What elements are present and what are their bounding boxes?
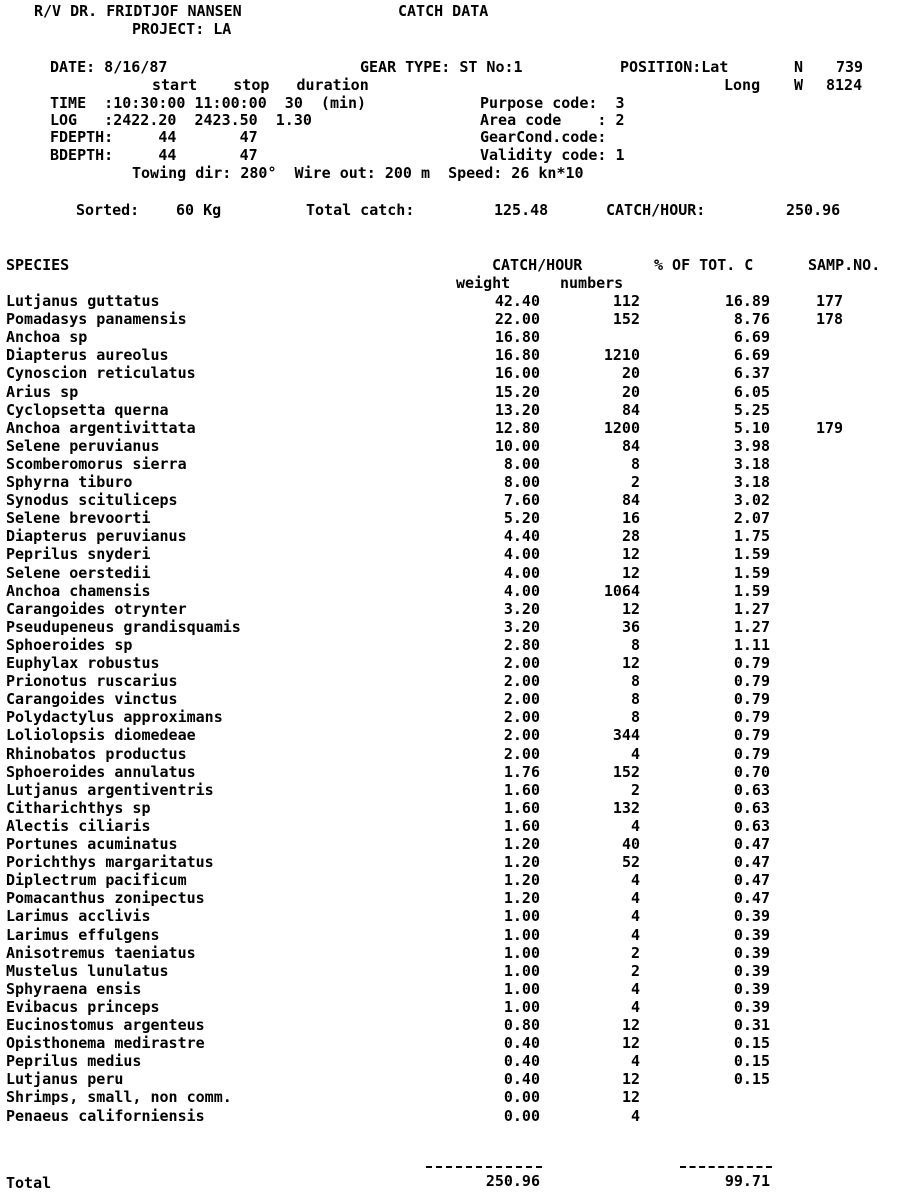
- percent-of-total: 0.39: [733, 998, 770, 1016]
- catch-weight: 1.00: [503, 962, 540, 980]
- report-title: CATCH DATA: [398, 2, 489, 20]
- weight-column-header: weight: [456, 274, 511, 292]
- catch-weight: 1.20: [503, 889, 540, 907]
- catch-numbers: 12: [621, 1088, 640, 1106]
- catch-hour-column-header: CATCH/HOUR: [492, 256, 583, 274]
- percent-of-total: 0.39: [733, 980, 770, 998]
- species-name: Carangoides otrynter: [6, 600, 187, 618]
- catch-numbers: 152: [612, 310, 640, 328]
- percent-of-total: 0.79: [733, 726, 770, 744]
- species-name: Portunes acuminatus: [6, 835, 178, 853]
- catch-weight: 2.00: [503, 672, 540, 690]
- catch-numbers: 152: [612, 763, 640, 781]
- gear-type: GEAR TYPE: ST No:1: [360, 58, 523, 76]
- position-lat-label: POSITION:Lat: [620, 58, 729, 76]
- species-name: Penaeus californiensis: [6, 1107, 205, 1125]
- catch-weight: 22.00: [494, 310, 540, 328]
- catch-weight: 0.40: [503, 1070, 540, 1088]
- species-name: Anchoa argentivittata: [6, 419, 196, 437]
- percent-of-total: 1.59: [733, 582, 770, 600]
- catch-weight: 1.00: [503, 926, 540, 944]
- sorted-value: 60 Kg: [176, 201, 222, 219]
- percent-of-total: 0.39: [733, 926, 770, 944]
- species-name: Arius sp: [6, 383, 79, 401]
- catch-weight: 13.20: [494, 401, 540, 419]
- catch-weight: 3.20: [503, 618, 540, 636]
- catch-numbers: 4: [630, 889, 640, 907]
- percent-of-total: 0.39: [733, 907, 770, 925]
- catch-numbers: 4: [630, 998, 640, 1016]
- catch-numbers: 12: [621, 1070, 640, 1088]
- total-weight: 250.96: [485, 1172, 540, 1190]
- catch-weight: 1.00: [503, 944, 540, 962]
- catch-weight: 1.60: [503, 781, 540, 799]
- percent-of-total: 0.31: [733, 1016, 770, 1034]
- species-name: Anchoa chamensis: [6, 582, 151, 600]
- catch-weight: 5.20: [503, 509, 540, 527]
- species-column-header: SPECIES: [6, 256, 70, 274]
- species-name: Eucinostomus argenteus: [6, 1016, 205, 1034]
- project-label: PROJECT: LA: [132, 20, 232, 38]
- species-name: Larimus effulgens: [6, 926, 160, 944]
- catch-weight: 2.00: [503, 745, 540, 763]
- catch-numbers: 1200: [603, 419, 640, 437]
- catch-weight: 1.76: [503, 763, 540, 781]
- percent-of-total: 6.05: [733, 383, 770, 401]
- total-catch-value: 125.48: [494, 201, 549, 219]
- towing-line: Towing dir: 280° Wire out: 200 m Speed: 26 kn*10: [132, 164, 584, 182]
- time-column-heads: start stop duration: [152, 76, 369, 94]
- percent-of-total: 1.59: [733, 545, 770, 563]
- species-name: Lutjanus guttatus: [6, 292, 160, 310]
- percent-of-total: 1.27: [733, 618, 770, 636]
- catch-weight: 1.60: [503, 799, 540, 817]
- catch-numbers: 36: [621, 618, 640, 636]
- species-name: Diapterus peruvianus: [6, 527, 187, 545]
- species-name: Sphoeroides sp: [6, 636, 133, 654]
- catch-numbers: 4: [630, 926, 640, 944]
- catch-weight: 15.20: [494, 383, 540, 401]
- station-date: DATE: 8/16/87: [50, 58, 168, 76]
- catch-numbers: 20: [621, 364, 640, 382]
- catch-weight: 4.40: [503, 527, 540, 545]
- long-label: Long: [724, 76, 761, 94]
- percent-of-total: 0.63: [733, 799, 770, 817]
- percent-of-total: 1.59: [733, 564, 770, 582]
- lat-value: 739: [836, 58, 864, 76]
- catch-numbers: 344: [612, 726, 640, 744]
- percent-of-total: 0.47: [733, 835, 770, 853]
- species-name: Selene oerstedii: [6, 564, 151, 582]
- species-name: Citharichthys sp: [6, 799, 151, 817]
- catch-numbers: 2: [630, 962, 640, 980]
- species-name: Opisthonema medirastre: [6, 1034, 205, 1052]
- catch-numbers: 2: [630, 944, 640, 962]
- catch-numbers: 12: [621, 1016, 640, 1034]
- percent-of-total: 0.79: [733, 672, 770, 690]
- catch-numbers: 84: [621, 491, 640, 509]
- percent-of-total: 0.15: [733, 1070, 770, 1088]
- validity-code: Validity code: 1: [480, 146, 625, 164]
- catch-weight: 7.60: [503, 491, 540, 509]
- percent-of-total: 0.15: [733, 1052, 770, 1070]
- percent-of-total: 8.76: [733, 310, 770, 328]
- species-name: Carangoides vinctus: [6, 690, 178, 708]
- species-name: Anchoa sp: [6, 328, 88, 346]
- weight-total-rule: [426, 1166, 542, 1168]
- species-name: Pomacanthus zonipectus: [6, 889, 205, 907]
- area-code: Area code : 2: [480, 111, 625, 129]
- catch-weight: 4.00: [503, 582, 540, 600]
- catch-numbers: 20: [621, 383, 640, 401]
- percent-of-total: 0.39: [733, 944, 770, 962]
- catch-weight: 1.00: [503, 980, 540, 998]
- species-name: Lutjanus peru: [6, 1070, 124, 1088]
- gearcond-code: GearCond.code:: [480, 128, 607, 146]
- catch-numbers: 132: [612, 799, 640, 817]
- catch-numbers: 2: [630, 781, 640, 799]
- percent-column-header: % OF TOT. C: [654, 256, 754, 274]
- total-percent: 99.71: [724, 1172, 770, 1190]
- species-name: Anisotremus taeniatus: [6, 944, 196, 962]
- percent-of-total: 5.10: [733, 419, 770, 437]
- species-name: Rhinobatos productus: [6, 745, 187, 763]
- vessel-name: R/V DR. FRIDTJOF NANSEN: [34, 2, 242, 20]
- catch-weight: 2.80: [503, 636, 540, 654]
- long-hemisphere: W: [794, 76, 804, 94]
- species-name: Larimus acclivis: [6, 907, 151, 925]
- catch-weight: 12.80: [494, 419, 540, 437]
- species-name: Evibacus princeps: [6, 998, 160, 1016]
- catch-numbers: 4: [630, 745, 640, 763]
- species-name: Pomadasys panamensis: [6, 310, 187, 328]
- percent-of-total: 3.18: [733, 473, 770, 491]
- catch-numbers: 2: [630, 473, 640, 491]
- percent-of-total: 0.79: [733, 690, 770, 708]
- sample-number: 179: [816, 419, 844, 437]
- percent-of-total: 0.39: [733, 962, 770, 980]
- catch-weight: 1.60: [503, 817, 540, 835]
- percent-of-total: 0.70: [733, 763, 770, 781]
- time-row: TIME :10:30:00 11:00:00 30 (min): [50, 94, 367, 112]
- species-name: Lutjanus argentiventris: [6, 781, 214, 799]
- catch-weight: 0.00: [503, 1088, 540, 1106]
- catch-numbers: 28: [621, 527, 640, 545]
- total-catch-label: Total catch:: [306, 201, 415, 219]
- species-name: Diplectrum pacificum: [6, 871, 187, 889]
- catch-weight: 1.20: [503, 853, 540, 871]
- percent-of-total: 3.18: [733, 455, 770, 473]
- catch-numbers: 8: [630, 636, 640, 654]
- percent-of-total: 1.27: [733, 600, 770, 618]
- purpose-code: Purpose code: 3: [480, 94, 625, 112]
- catch-weight: 0.40: [503, 1052, 540, 1070]
- catch-numbers: 1064: [603, 582, 640, 600]
- catch-numbers: 16: [621, 509, 640, 527]
- species-name: Sphoeroides annulatus: [6, 763, 196, 781]
- long-value: 8124: [826, 76, 863, 94]
- species-name: Shrimps, small, non comm.: [6, 1088, 232, 1106]
- species-name: Cynoscion reticulatus: [6, 364, 196, 382]
- catch-weight: 1.20: [503, 871, 540, 889]
- catch-weight: 0.00: [503, 1107, 540, 1125]
- percent-of-total: 0.63: [733, 781, 770, 799]
- species-name: Prionotus ruscarius: [6, 672, 178, 690]
- percent-of-total: 16.89: [724, 292, 770, 310]
- catch-numbers: 8: [630, 672, 640, 690]
- catch-numbers: 12: [621, 564, 640, 582]
- catch-numbers: 8: [630, 455, 640, 473]
- catch-weight: 0.80: [503, 1016, 540, 1034]
- species-name: Cyclopsetta querna: [6, 401, 169, 419]
- percent-of-total: 6.69: [733, 346, 770, 364]
- catch-weight: 16.80: [494, 328, 540, 346]
- percent-of-total: 3.98: [733, 437, 770, 455]
- percent-of-total: 0.47: [733, 871, 770, 889]
- catch-numbers: 112: [612, 292, 640, 310]
- percent-of-total: 0.63: [733, 817, 770, 835]
- log-row: LOG :2422.20 2423.50 1.30: [50, 111, 312, 129]
- bdepth-row: BDEPTH: 44 47: [50, 146, 258, 164]
- sample-number: 177: [816, 292, 844, 310]
- species-name: Polydactylus approximans: [6, 708, 223, 726]
- species-name: Synodus scituliceps: [6, 491, 178, 509]
- percent-of-total: 0.47: [733, 889, 770, 907]
- catch-weight: 3.20: [503, 600, 540, 618]
- catch-weight: 4.00: [503, 564, 540, 582]
- percent-total-rule: [680, 1166, 772, 1168]
- catch-weight: 1.00: [503, 998, 540, 1016]
- percent-of-total: 5.25: [733, 401, 770, 419]
- lat-hemisphere: N: [794, 58, 804, 76]
- catch-weight: 4.00: [503, 545, 540, 563]
- species-name: Alectis ciliaris: [6, 817, 151, 835]
- percent-of-total: 0.79: [733, 708, 770, 726]
- species-name: Selene brevoorti: [6, 509, 151, 527]
- percent-of-total: 0.15: [733, 1034, 770, 1052]
- species-name: Loliolopsis diomedeae: [6, 726, 196, 744]
- percent-of-total: 0.47: [733, 853, 770, 871]
- percent-of-total: 6.37: [733, 364, 770, 382]
- catch-weight: 0.40: [503, 1034, 540, 1052]
- catch-numbers: 52: [621, 853, 640, 871]
- species-name: Peprilus snyderi: [6, 545, 151, 563]
- catch-per-hour-value: 250.96: [786, 201, 841, 219]
- species-name: Peprilus medius: [6, 1052, 142, 1070]
- catch-weight: 8.00: [503, 473, 540, 491]
- species-name: Scomberomorus sierra: [6, 455, 187, 473]
- catch-weight: 2.00: [503, 726, 540, 744]
- species-name: Pseudupeneus grandisquamis: [6, 618, 241, 636]
- catch-numbers: 12: [621, 545, 640, 563]
- catch-numbers: 84: [621, 437, 640, 455]
- sorted-label: Sorted:: [76, 201, 140, 219]
- catch-numbers: 84: [621, 401, 640, 419]
- catch-numbers: 4: [630, 980, 640, 998]
- percent-of-total: 1.75: [733, 527, 770, 545]
- catch-numbers: 4: [630, 1107, 640, 1125]
- catch-weight: 16.00: [494, 364, 540, 382]
- catch-per-hour-label: CATCH/HOUR:: [606, 201, 706, 219]
- percent-of-total: 1.11: [733, 636, 770, 654]
- catch-numbers: 4: [630, 817, 640, 835]
- catch-numbers: 4: [630, 871, 640, 889]
- catch-weight: 16.80: [494, 346, 540, 364]
- species-name: Sphyraena ensis: [6, 980, 142, 998]
- catch-numbers: 12: [621, 1034, 640, 1052]
- percent-of-total: 0.79: [733, 745, 770, 763]
- catch-numbers: 4: [630, 1052, 640, 1070]
- total-label: Total: [6, 1174, 52, 1192]
- species-name: Porichthys margaritatus: [6, 853, 214, 871]
- sample-number-column-header: SAMP.NO.: [808, 256, 881, 274]
- species-name: Diapterus aureolus: [6, 346, 169, 364]
- percent-of-total: 6.69: [733, 328, 770, 346]
- fdepth-row: FDEPTH: 44 47: [50, 128, 258, 146]
- sample-number: 178: [816, 310, 844, 328]
- catch-weight: 1.20: [503, 835, 540, 853]
- catch-numbers: 12: [621, 600, 640, 618]
- species-name: Sphyrna tiburo: [6, 473, 133, 491]
- catch-weight: 2.00: [503, 690, 540, 708]
- species-name: Euphylax robustus: [6, 654, 160, 672]
- catch-numbers: 8: [630, 690, 640, 708]
- catch-numbers: 4: [630, 907, 640, 925]
- catch-numbers: 12: [621, 654, 640, 672]
- catch-weight: 2.00: [503, 654, 540, 672]
- species-name: Selene peruvianus: [6, 437, 160, 455]
- catch-weight: 42.40: [494, 292, 540, 310]
- catch-numbers: 8: [630, 708, 640, 726]
- percent-of-total: 3.02: [733, 491, 770, 509]
- percent-of-total: 0.79: [733, 654, 770, 672]
- catch-numbers: 40: [621, 835, 640, 853]
- catch-weight: 2.00: [503, 708, 540, 726]
- numbers-column-header: numbers: [560, 274, 624, 292]
- catch-weight: 8.00: [503, 455, 540, 473]
- catch-numbers: 1210: [603, 346, 640, 364]
- percent-of-total: 2.07: [733, 509, 770, 527]
- catch-weight: 1.00: [503, 907, 540, 925]
- species-name: Mustelus lunulatus: [6, 962, 169, 980]
- catch-weight: 10.00: [494, 437, 540, 455]
